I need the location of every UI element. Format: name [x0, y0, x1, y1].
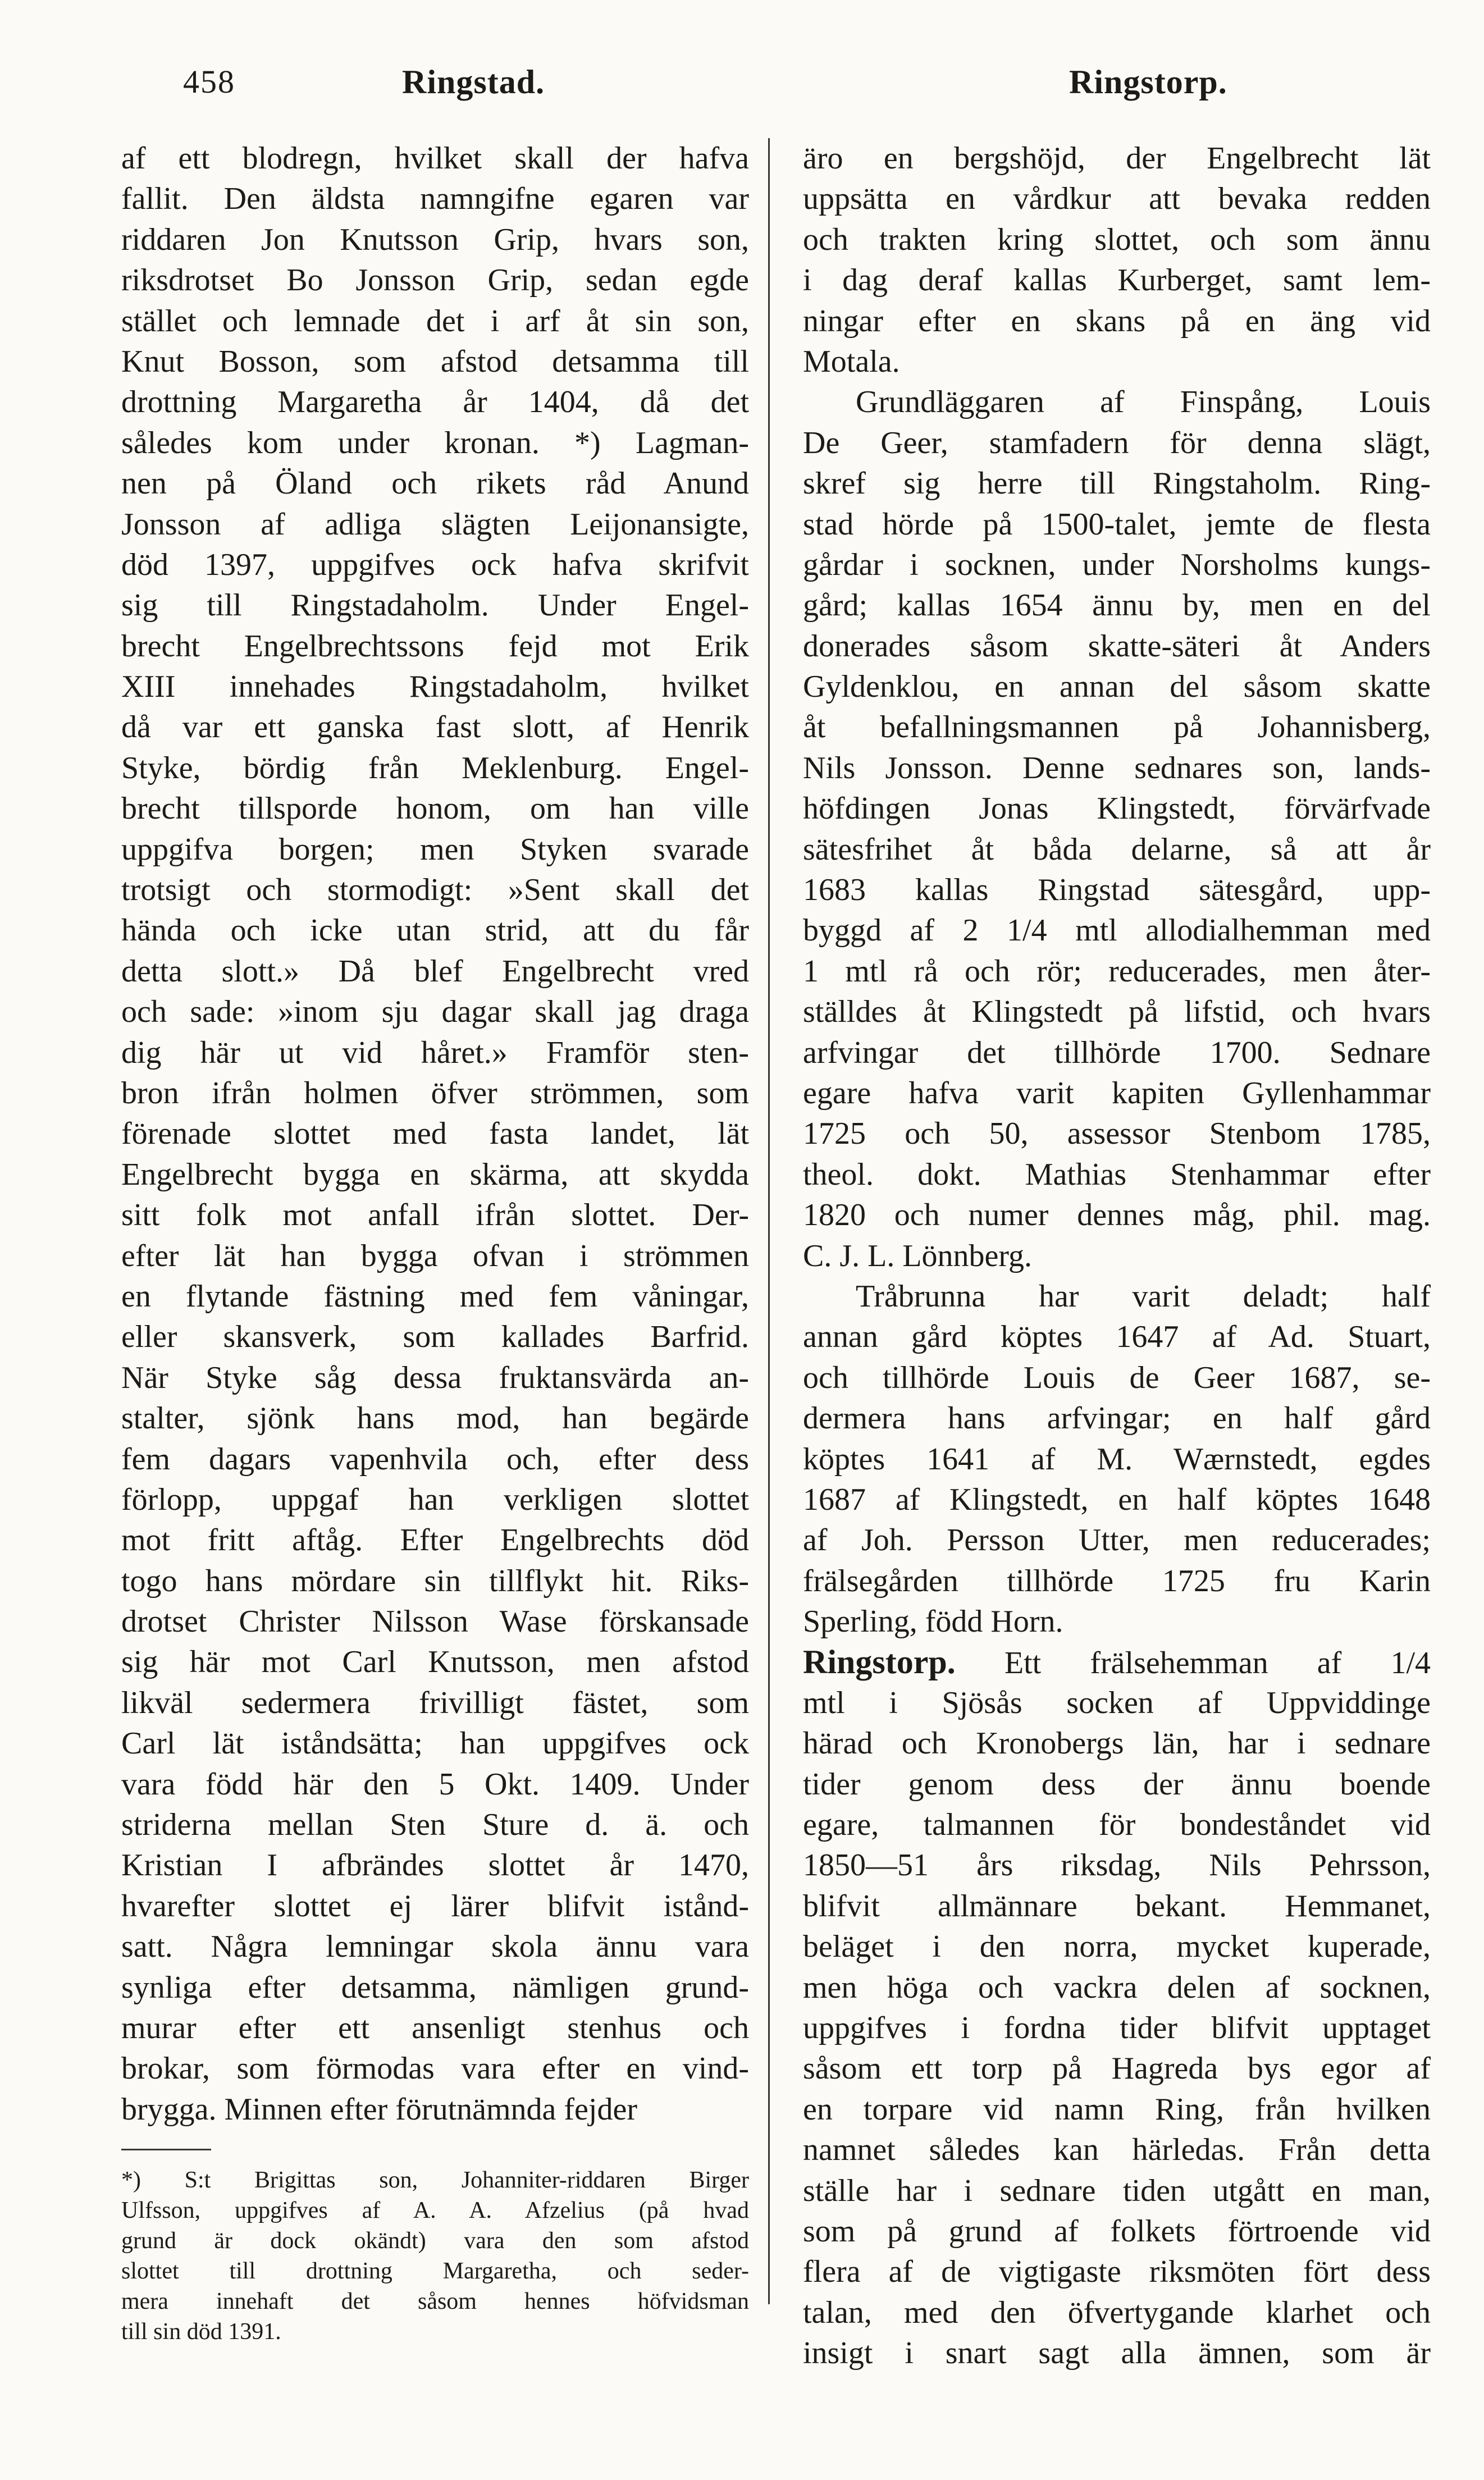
- text-line: en flytande fästning med fem våningar,: [121, 1278, 749, 1314]
- text-line: Styke, bördig från Meklenburg. Engel-: [121, 750, 749, 785]
- text-line: således kom under kronan. *) Lagman-: [121, 425, 749, 460]
- text-line: Carl lät iståndsätta; han uppgifves ock: [121, 1726, 749, 1761]
- text-line: [803, 1642, 1431, 1682]
- running-header: [0, 63, 1484, 113]
- text-line: men höga och vackra delen af socknen,: [803, 1970, 1431, 2005]
- text-line: gårdar i socknen, under Norsholms kungs-: [803, 547, 1431, 582]
- text-line: namnet således kan härledas. Från detta: [803, 2132, 1431, 2168]
- text-line: som på grund af folkets förtroende vid: [803, 2213, 1431, 2249]
- text-line: C. J. L. Lönnberg.: [803, 1238, 1033, 1273]
- text-line: förenade slottet med fasta landet, lät: [121, 1116, 749, 1152]
- text-line: mtl i Sjösås socken af Uppviddinge: [803, 1685, 1431, 1720]
- text-line: uppsätta en vårdkur att bevaka redden: [803, 181, 1431, 217]
- text-line: byggd af 2 1/4 mtl allodialhemman med: [803, 913, 1431, 948]
- text-line: 1725 och 50, assessor Stenbom 1785,: [803, 1116, 1431, 1152]
- text-line: frälsegården tillhörde 1725 fru Karin: [803, 1563, 1431, 1598]
- text-line: Jonsson af adliga slägten Leijonansigte,: [121, 506, 749, 542]
- text-line: Gyldenklou, en annan del såsom skatte: [803, 669, 1431, 705]
- text-line: Grundläggaren af Finspång, Louis: [856, 385, 1431, 420]
- text-line: bron ifrån holmen öfver strömmen, som: [121, 1075, 749, 1111]
- text-line: såsom ett torp på Hagreda bys egor af: [803, 2051, 1431, 2086]
- text-line: härad och Kronobergs län, har i sednare: [803, 1726, 1431, 1761]
- text-line: 1683 kallas Ringstad sätesgård, upp-: [803, 873, 1431, 908]
- text-line: efter lät han bygga ofvan i strömmen: [121, 1238, 749, 1273]
- text-line: eller skansverk, som kallades Barfrid.: [121, 1319, 749, 1355]
- text-line: stället och lemnade det i arf åt sin son,: [121, 303, 749, 339]
- text-line: egare hafva varit kapiten Gyllenhammar: [803, 1075, 1431, 1111]
- text-line: vara född här den 5 Okt. 1409. Under: [121, 1766, 749, 1802]
- footnote-line: Ulfsson, uppgifves af A. A. Afzelius (på hvad: [121, 2198, 749, 2224]
- running-title-left: Ringstad.: [402, 63, 545, 101]
- text-line: talan, med den öfvertygande klarhet och: [803, 2295, 1431, 2330]
- footnote-line: *) S:t Brigittas son, Johanniter-riddaren Birger: [121, 2167, 749, 2194]
- text-line: fem dagars vapenhvila och, efter dess: [121, 1441, 749, 1477]
- text-line: blifvit allmännare bekant. Hemmanet,: [803, 1888, 1431, 1924]
- text-line: donerades såsom skatte-säteri åt Anders: [803, 628, 1431, 664]
- text-line: fallit. Den äldsta namngifne egaren var: [121, 181, 749, 217]
- text-line: död 1397, uppgifves ock hafva skrifvit: [121, 547, 749, 582]
- text-line: likväl sedermera frivilligt fästet, som: [121, 1685, 749, 1720]
- text-line: flera af de vigtigaste riksmöten fört dess: [803, 2254, 1431, 2290]
- footnote-line: till sin död 1391.: [121, 2319, 281, 2345]
- text-line: Sperling, född Horn.: [803, 1604, 1063, 1639]
- text-line: äro en bergshöjd, der Engelbrecht lät: [803, 141, 1431, 176]
- text-line: sitt folk mot anfall ifrån slottet. Der-: [121, 1198, 749, 1233]
- text-line: en torpare vid namn Ring, från hvilken: [803, 2091, 1431, 2127]
- footnote-line: slottet till drottning Margaretha, och seder-: [121, 2258, 749, 2285]
- text-line: När Styke såg dessa fruktansvärda an-: [121, 1360, 749, 1395]
- text-line: satt. Några lemningar skola ännu vara: [121, 1929, 749, 1965]
- text-line: då var ett ganska fast slott, af Henrik: [121, 710, 749, 745]
- text-line: synliga efter detsamma, nämligen grund-: [121, 1970, 749, 2005]
- text-line: åt befallningsmannen på Johannisberg,: [803, 710, 1431, 745]
- text-line: Kristian I afbrändes slottet år 1470,: [121, 1848, 749, 1883]
- text-line: brokar, som förmodas vara efter en vind-: [121, 2051, 749, 2086]
- text-line: köptes 1641 af M. Wærnstedt, egdes: [803, 1441, 1431, 1477]
- text-line: 1820 och numer dennes måg, phil. mag.: [803, 1198, 1431, 1233]
- text-line: togo hans mördare sin tillflykt hit. Riks-: [121, 1563, 749, 1598]
- text-line: beläget i den norra, mycket kuperade,: [803, 1929, 1431, 1965]
- right-column: [803, 138, 1431, 2373]
- text-line: skref sig herre till Ringstaholm. Ring-: [803, 466, 1431, 501]
- text-line: dig här ut vid håret.» Framför sten-: [121, 1035, 749, 1070]
- text-line: sätesfrihet åt båda delarne, så att år: [803, 832, 1431, 867]
- text-line: striderna mellan Sten Sture d. ä. och: [121, 1807, 749, 1843]
- text-line: brygga. Minnen efter förutnämnda fejder: [121, 2091, 637, 2127]
- text-line: XIII innehades Ringstadaholm, hvilket: [121, 669, 749, 705]
- text-line: annan gård köptes 1647 af Ad. Stuart,: [803, 1319, 1431, 1355]
- text-line: mot fritt aftåg. Efter Engelbrechts död: [121, 1523, 749, 1558]
- text-line: egare, talmannen för bondeståndet vid: [803, 1807, 1431, 1843]
- text-line: sig till Ringstadaholm. Under Engel-: [121, 588, 749, 623]
- text-line: hvarefter slottet ej lärer blifvit istånd-: [121, 1888, 749, 1924]
- text-line: arfvingar det tillhörde 1700. Sednare: [803, 1035, 1431, 1070]
- text-line: brecht tillsporde honom, om han ville: [121, 791, 749, 826]
- footnote-line: grund är dock okändt) vara den som afstod: [121, 2228, 749, 2254]
- footnote: [121, 2165, 749, 2347]
- text-line: hända och icke utan strid, att du får: [121, 913, 749, 948]
- text-line: af ett blodregn, hvilket skall der hafva: [121, 141, 749, 176]
- text-line: Tråbrunna har varit deladt; half: [856, 1278, 1431, 1314]
- text-line: 1687 af Klingstedt, en half köptes 1648: [803, 1482, 1431, 1517]
- text-line: De Geer, stamfadern för denna slägt,: [803, 425, 1431, 460]
- footnote-line: mera innehaft det såsom hennes höfvidsman: [121, 2289, 749, 2315]
- text-line: detta slott.» Då blef Engelbrecht vred: [121, 953, 749, 989]
- footnote-rule: [121, 2149, 211, 2150]
- text-line: insigt i snart sagt alla ämnen, som är: [803, 2336, 1431, 2371]
- text-line: riksdrotset Bo Jonsson Grip, sedan egde: [121, 263, 749, 298]
- text-line: nen på Öland och rikets råd Anund: [121, 466, 749, 501]
- text-line: gård; kallas 1654 ännu by, men en del: [803, 588, 1431, 623]
- text-line: trotsigt och stormodigt: »Sent skall det: [121, 873, 749, 908]
- text-line: dermera hans arfvingar; en half gård: [803, 1401, 1431, 1436]
- text-line: förlopp, uppgaf han verkligen slottet: [121, 1482, 749, 1517]
- text-line: uppgifva borgen; men Styken svarade: [121, 832, 749, 867]
- left-column: [121, 138, 749, 2347]
- text-line: theol. dokt. Mathias Stenhammar efter: [803, 1157, 1431, 1192]
- text-line: Motala.: [803, 344, 900, 379]
- page-number: 458: [183, 63, 235, 100]
- column-divider: [768, 138, 770, 2304]
- text-line: Knut Bosson, som afstod detsamma till: [121, 344, 749, 379]
- text-line: Nils Jonsson. Denne sednares son, lands-: [803, 750, 1431, 785]
- text-line: Engelbrecht bygga en skärma, att skydda: [121, 1157, 749, 1192]
- text-line: riddaren Jon Knutsson Grip, hvars son,: [121, 222, 749, 257]
- text-line: drottning Margaretha år 1404, då det: [121, 385, 749, 420]
- text-line: stad hörde på 1500-talet, jemte de flesta: [803, 506, 1431, 542]
- text-line: tider genom dess der ännu boende: [803, 1766, 1431, 1802]
- text-line: af Joh. Persson Utter, men reducerades;: [803, 1523, 1431, 1558]
- text-line: drotset Christer Nilsson Wase förskansade: [121, 1604, 749, 1639]
- entry-heading-rest: Ett frälsehemman af 1/4: [955, 1646, 1431, 1681]
- text-line: ningar efter en skans på en äng vid: [803, 303, 1431, 339]
- text-line: murar efter ett ansenligt stenhus och: [121, 2010, 749, 2045]
- text-line: brecht Engelbrechtssons fejd mot Erik: [121, 628, 749, 664]
- text-line: i dag deraf kallas Kurberget, samt lem-: [803, 263, 1431, 298]
- text-line: höfdingen Jonas Klingstedt, förvärfvade: [803, 791, 1431, 826]
- text-line: 1850—51 års riksdag, Nils Pehrsson,: [803, 1848, 1431, 1883]
- text-line: ställdes åt Klingstedt på lifstid, och hvars: [803, 994, 1431, 1030]
- text-line: uppgifves i fordna tider blifvit upptaget: [803, 2010, 1431, 2045]
- text-line: 1 mtl rå och rör; reducerades, men åter-: [803, 953, 1431, 989]
- text-line: stalter, sjönk hans mod, han begärde: [121, 1401, 749, 1436]
- entry-heading-ringstorp: Ringstorp.: [803, 1643, 956, 1681]
- text-line: ställe har i sednare tiden utgått en man,: [803, 2173, 1431, 2208]
- text-line: och sade: »inom sju dagar skall jag draga: [121, 994, 749, 1030]
- text-line: och trakten kring slottet, och som ännu: [803, 222, 1431, 257]
- running-title-right: Ringstorp.: [1069, 63, 1227, 101]
- text-line: sig här mot Carl Knutsson, men afstod: [121, 1645, 749, 1680]
- text-line: och tillhörde Louis de Geer 1687, se-: [803, 1360, 1431, 1395]
